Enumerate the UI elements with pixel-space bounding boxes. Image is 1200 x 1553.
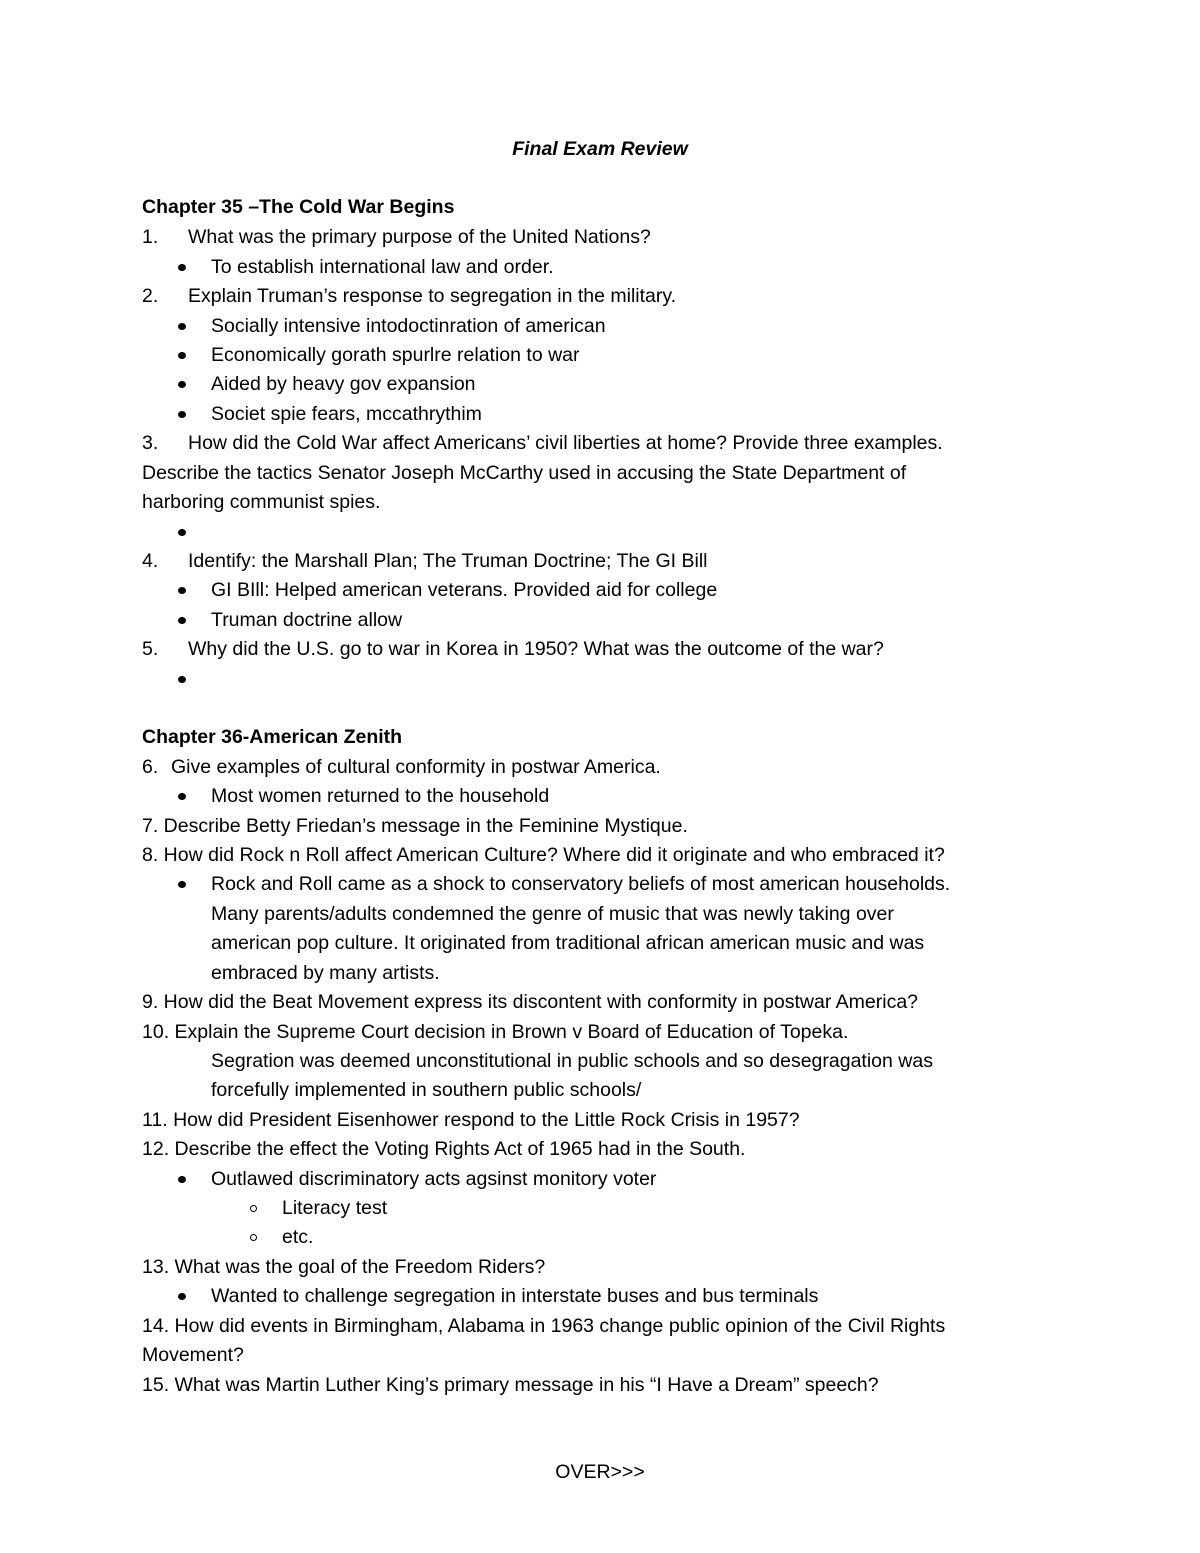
bullet-icon <box>178 587 186 594</box>
question-text: How did the Cold War affect Americans’ civil liberties at home? Provide three examples. <box>188 432 943 454</box>
bullet-icon <box>178 676 186 683</box>
bullet-icon <box>178 381 186 388</box>
bullet-icon <box>178 617 186 624</box>
bullet-icon <box>178 793 186 800</box>
question-text: Identify: the Marshall Plan; The Truman Doctrine; The GI Bill <box>188 550 708 572</box>
question-1 <box>142 225 651 249</box>
question-number: 3. <box>142 432 159 454</box>
question-3-continued: Describe the tactics Senator Joseph McCarthy used in accusing the State Department of <box>142 462 907 484</box>
question-text: Why did the U.S. go to war in Korea in 1950? What was the outcome of the war? <box>188 638 884 660</box>
bullet-icon <box>178 881 186 888</box>
chapter-36-heading: Chapter 36-American Zenith <box>142 726 403 748</box>
bullet-icon <box>178 1293 186 1300</box>
question-text: What was the primary purpose of the United Nations? <box>188 226 651 248</box>
question-number: 6. <box>142 756 159 778</box>
question-number: 2. <box>142 285 159 307</box>
document-page: Final Exam Review Chapter 35 –The Cold War Begins 1. What was the primary purpose of the United Nations? To establish international law and order. 2. Explain Truman’s response to segregation in the military. Socially intensive intodoctinration of american Economically gorath spurlre relation to war Aided by heavy gov expansion Societ spie fears, mccathrythim 3. How did the Cold War affect Americans’ civil liberties at home? Provide three examples. Describe the tactics Senator Joseph McCarthy used in accusing the State Department of harboring communist spies. 4. Identify: the Marshall Plan; The Truman Doctrine; The GI Bill GI BIll: Helped american veterans. Provided aid for college Truman doctrine allow 5. Why did the U.S. go to war in Korea in 1950? What was the outcome of the war? Chapter 36-American Zenith 6. Give examples of cultural conformity in postwar America. Most women returned to the household 7. Describe Betty Friedan’s message in the Feminine Mystique. 8. How did Rock n Roll affect American Culture? Where did it originate and who embraced it? Rock and Roll came as a shock to conservatory beliefs of most american households. Many parents/adults condemned the genre of music that was newly taking over american pop culture. It originated from traditional african american music and was embraced by many artists. 9. How did the Beat Movement express its discontent with conformity in postwar America? 10. Explain the Supreme Court decision in Brown v Board of Education of Topeka. Segration was deemed unconstitutional in public schools and so desegragation was forcefully implemented in southern public schools/ 11. How did President Eisenhower respond to the Little Rock Crisis in 1957? 12. Describe the effect the Voting Rights Act of 1965 had in the South. Outlawed discriminatory acts agsinst monitory voter Literacy test etc. 13. What was the goal of the Freedom Riders? Wanted to challenge segregation in interstate buses and bus terminals 14. How did events in Birmingham, Alabama in 1963 change public opinion of the Civil Rights Movement? 15. What was Martin Luther King’s primary message in his “I Have a Dream” speech? OVER>>> <box>0 0 1200 1553</box>
question-14-continued: Movement? <box>142 1344 244 1366</box>
bullet-icon <box>178 352 186 359</box>
question-15: 15. What was Martin Luther King’s primary message in his “I Have a Dream” speech? <box>142 1374 879 1396</box>
question-4 <box>142 549 708 573</box>
answer-text: forcefully implemented in southern public schools/ <box>211 1079 642 1101</box>
question-number: 5. <box>142 638 159 660</box>
question-text: Explain Truman’s response to segregation in the military. <box>188 285 677 307</box>
question-2 <box>142 284 676 308</box>
answer-text: Segration was deemed unconstitutional in public schools and so desegragation was <box>211 1050 933 1072</box>
question-11: 11. How did President Eisenhower respond to the Little Rock Crisis in 1957? <box>142 1109 800 1131</box>
hollow-bullet-icon <box>250 1205 257 1212</box>
question-12: 12. Describe the effect the Voting Rights Act of 1965 had in the South. <box>142 1138 746 1160</box>
question-3-continued: harboring communist spies. <box>142 491 381 513</box>
question-10: 10. Explain the Supreme Court decision in Brown v Board of Education of Topeka. <box>142 1021 849 1043</box>
question-14: 14. How did events in Birmingham, Alabama in 1963 change public opinion of the Civil Rights <box>142 1315 946 1337</box>
bullet-icon <box>178 1176 186 1183</box>
bullet-icon <box>178 411 186 418</box>
question-text: Give examples of cultural conformity in postwar America. <box>171 756 661 778</box>
bullet-icon <box>178 323 186 330</box>
question-8: 8. How did Rock n Roll affect American Culture? Where did it originate and who embraced it? <box>142 844 945 866</box>
question-6 <box>142 755 661 779</box>
question-13: 13. What was the goal of the Freedom Riders? <box>142 1256 546 1278</box>
question-3 <box>142 431 943 455</box>
question-number: 4. <box>142 550 159 572</box>
question-number: 1. <box>142 226 159 248</box>
bullet-icon <box>178 264 186 271</box>
bullet-continued: Many parents/adults condemned the genre of music that was newly taking over <box>211 903 894 925</box>
footer-over-note: OVER>>> <box>555 1461 645 1483</box>
question-9: 9. How did the Beat Movement express its discontent with conformity in postwar America? <box>142 991 919 1013</box>
question-7: 7. Describe Betty Friedan’s message in the Feminine Mystique. <box>142 815 688 837</box>
bullet-icon <box>178 529 186 536</box>
hollow-bullet-icon <box>250 1234 257 1241</box>
page-title: Final Exam Review <box>512 138 688 160</box>
chapter-35-heading: Chapter 35 –The Cold War Begins <box>142 196 455 218</box>
bullet-continued: embraced by many artists. <box>211 962 440 984</box>
question-5 <box>142 637 884 661</box>
bullet-continued: american pop culture. It originated from traditional african american music and was <box>211 932 925 954</box>
